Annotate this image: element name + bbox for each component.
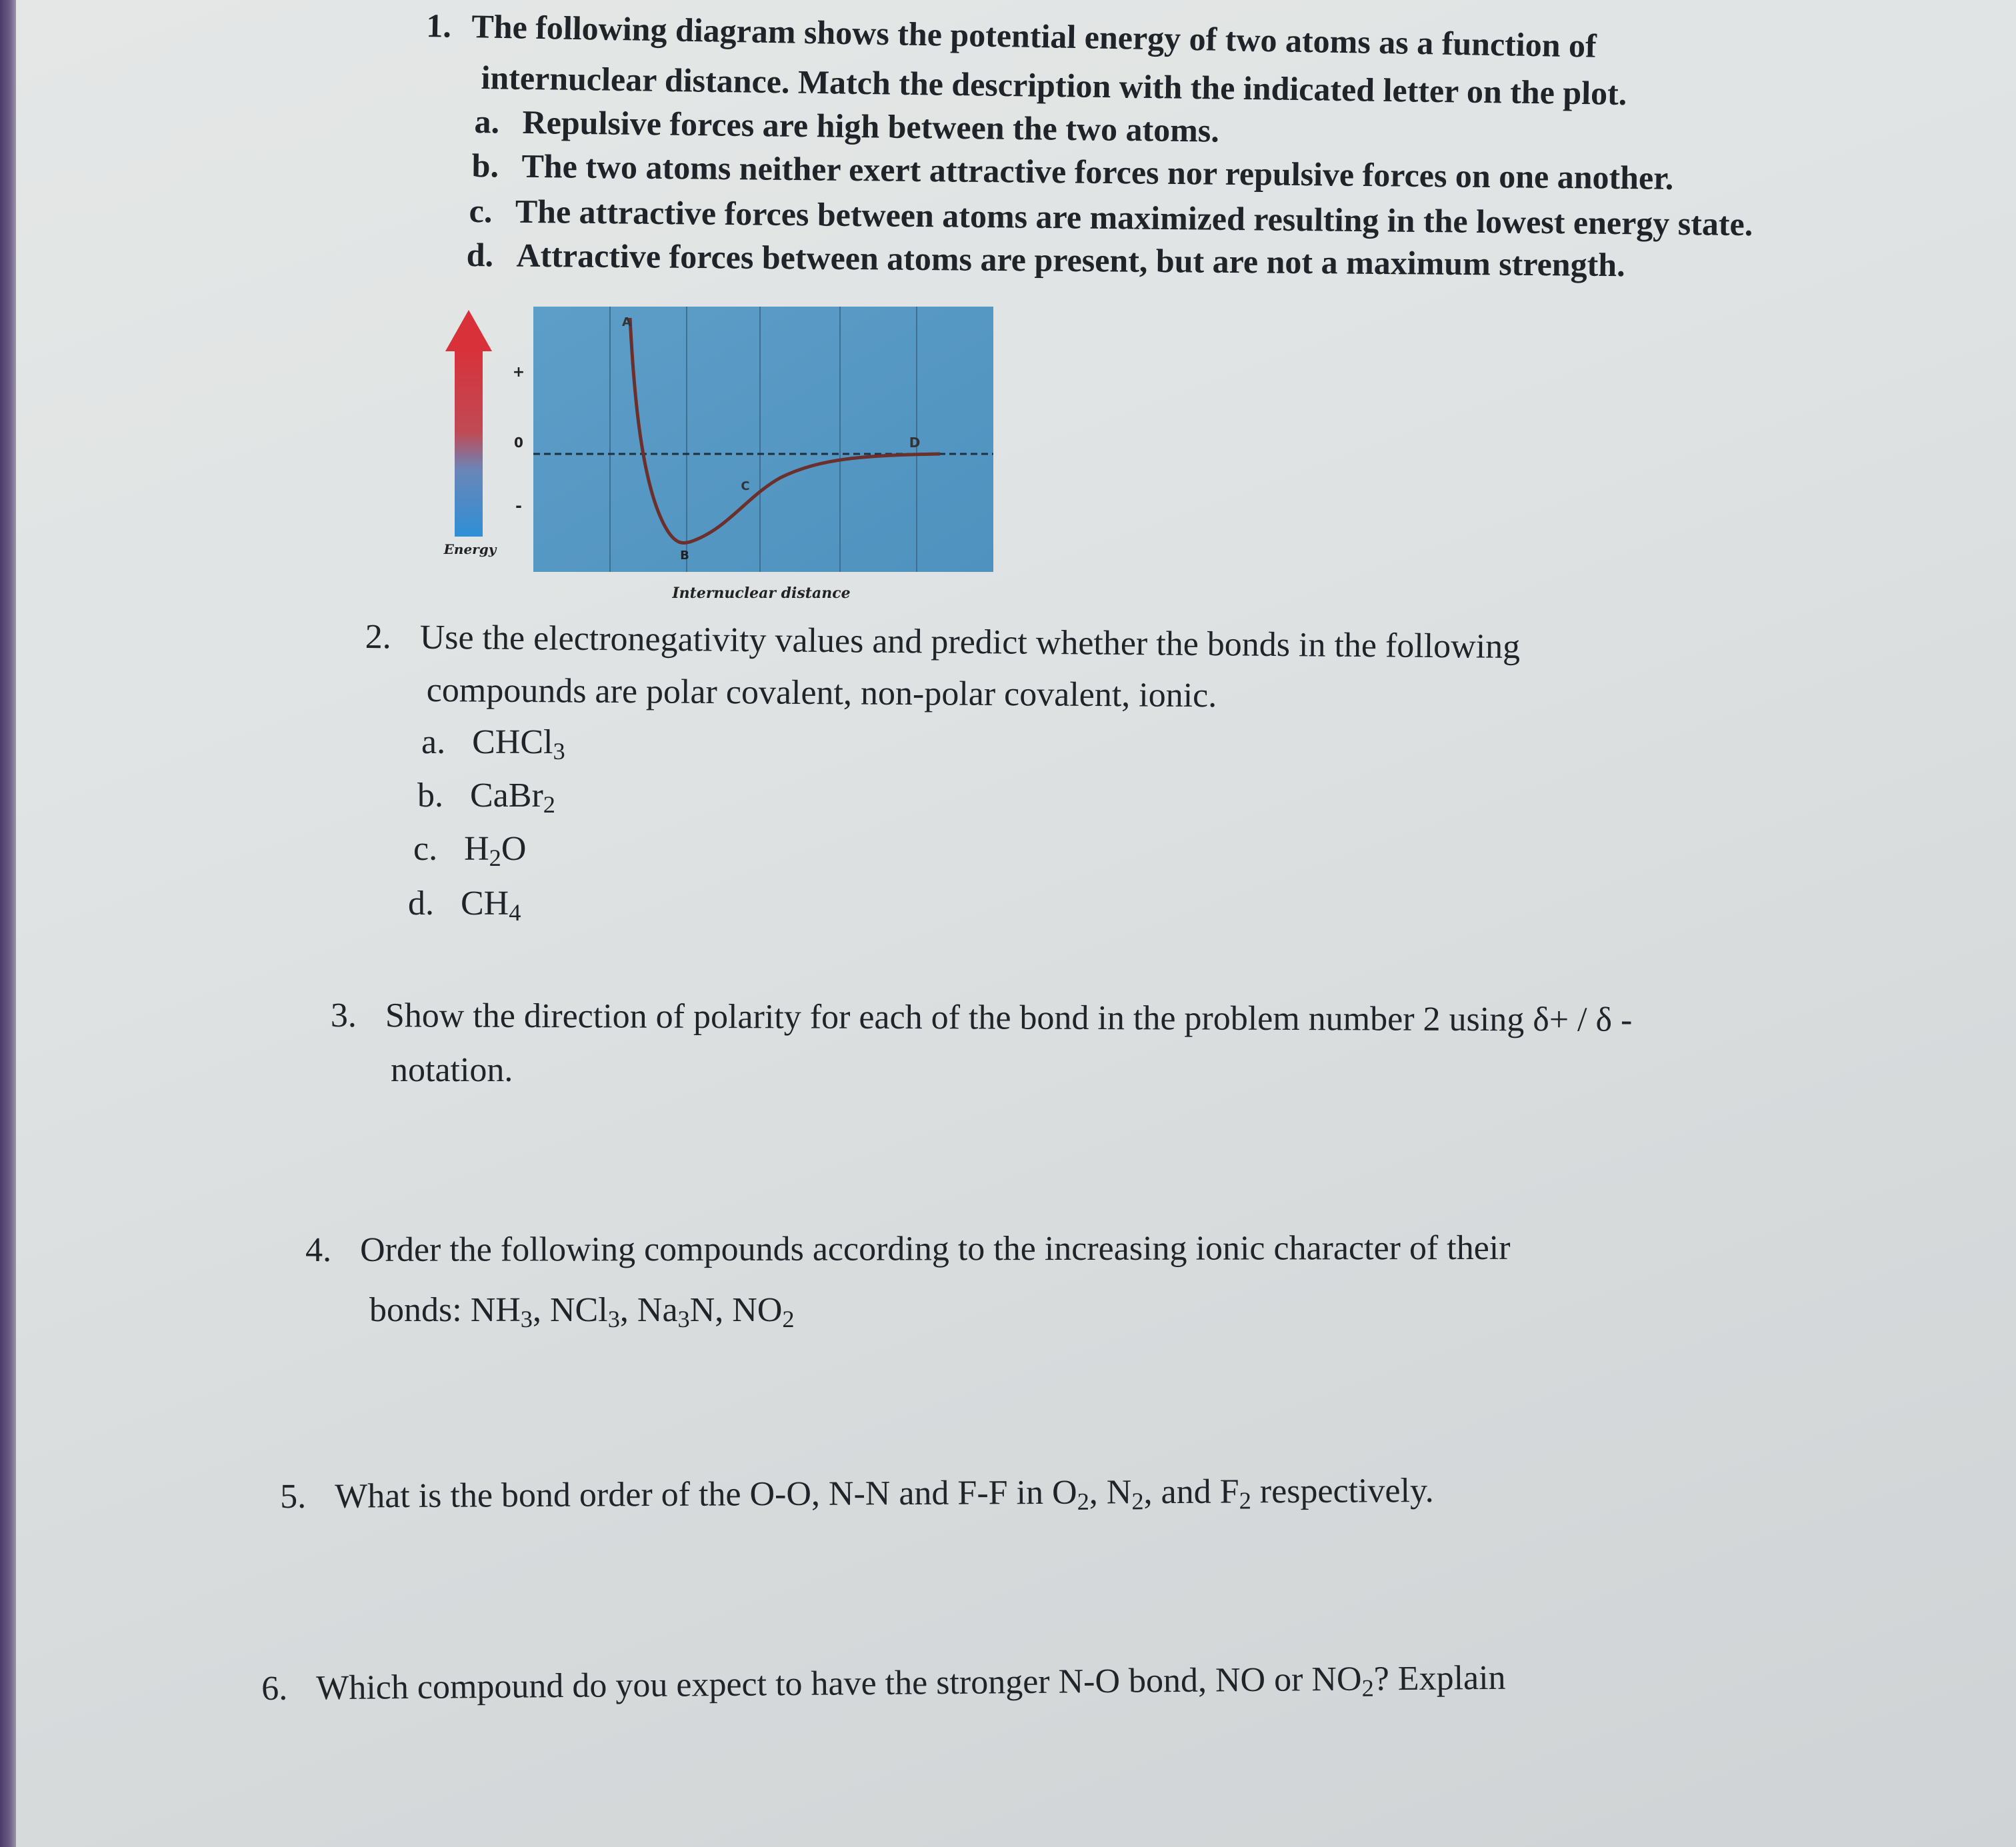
tick-minus: - [515, 497, 522, 515]
q1-text-line2: internuclear distance. Match the description with the indicated letter on the plot. [481, 58, 1627, 112]
q5-sep2: , and [1143, 1472, 1220, 1512]
q2-item-b-formula [470, 777, 555, 819]
q1-item-a-text: Repulsive forces are high between the two atoms. [522, 103, 1220, 149]
q1-text-line1: The following diagram shows the potential energy of two atoms as a function of [471, 7, 1597, 65]
q3-text-line1: Show the direction of polarity for each of the bond in the problem number 2 using δ+ / δ - [385, 996, 1633, 1039]
q1-item-a-letter: a. [474, 102, 500, 141]
q5-mol3: F [1219, 1472, 1239, 1511]
q2-item-d [408, 884, 521, 924]
q1-item-d [466, 235, 1625, 285]
q1-item-b-text: The two atoms neither exert attractive forces nor repulsive forces on one another. [521, 147, 1674, 197]
q1-item-b-letter: b. [471, 146, 499, 185]
q1-item-a [474, 101, 1219, 151]
point-label-c: C [741, 479, 750, 493]
q6-text-pre: Which compound do you expect to have the stronger N-O bond, NO or NO [316, 1660, 1362, 1708]
q2-number: 2. [365, 617, 391, 657]
q4-c4-sub: 2 [782, 1306, 795, 1333]
q4-compound-1 [470, 1291, 533, 1333]
q4-c3-post: N [689, 1291, 715, 1329]
q5-mol2: N [1106, 1473, 1132, 1512]
q5-line [280, 1471, 1434, 1517]
q2-b-formula-main: CaBr [470, 777, 543, 815]
q2-line1 [365, 617, 1520, 667]
q2-a-formula-sub: 3 [553, 738, 565, 765]
q2-item-c-letter: c. [413, 830, 438, 868]
q5-text [335, 1472, 1434, 1516]
q2-c-formula-post: O [501, 830, 527, 868]
q1-item-d-letter: d. [466, 235, 494, 274]
q2-text-line1: Use the electronegativity values and predict whether the bonds in the following [419, 618, 1521, 667]
tick-zero: 0 [514, 435, 523, 451]
q6-number: 6. [261, 1669, 288, 1708]
point-label-d: D [909, 435, 921, 451]
q2-c-formula-sub: 2 [489, 845, 501, 872]
q1-item-d-text: Attractive forces between atoms are present, but are not a maximum strength. [516, 236, 1625, 284]
q4-bonds-prefix: bonds: [369, 1291, 471, 1329]
q4-line2: bonds: $NH_3$, NCl$_3$, $Na_3N$, $NO_2$ [369, 1291, 795, 1333]
q2-item-a [421, 723, 565, 763]
q6-line [261, 1658, 1506, 1709]
q4-c2-sub: 3 [607, 1306, 620, 1333]
q4-compound-2 [550, 1291, 620, 1333]
q4-compound-4 [732, 1291, 795, 1333]
x-axis-label: Internuclear distance [672, 585, 851, 602]
q6-text [316, 1659, 1506, 1708]
q5-mol3-sub: 2 [1239, 1487, 1251, 1514]
y-axis-label: Energy [443, 541, 497, 557]
q4-line1 [305, 1228, 1511, 1270]
q4-c1-sub: 3 [520, 1306, 533, 1333]
q2-c-formula-main: H [464, 830, 489, 868]
q2-item-d-formula [461, 885, 521, 926]
energy-arrow-head [445, 310, 492, 351]
q2-item-c [413, 829, 527, 872]
plot-panel [533, 307, 993, 572]
q5-mol2-sub: 2 [1131, 1488, 1144, 1515]
q4-c2-main: NCl [550, 1291, 608, 1329]
q4-c1-main: NH [470, 1291, 521, 1329]
q4-c4-main: NO [732, 1291, 783, 1329]
q1-line1 [426, 5, 1597, 66]
q4-compound-3 [637, 1291, 715, 1333]
q5-sep1: , [1089, 1473, 1107, 1512]
q2-item-d-letter: d. [408, 885, 434, 923]
energy-arrow-shaft [455, 347, 483, 537]
q2-a-formula-main: CHCl [472, 723, 553, 761]
q3-line1 [331, 996, 1633, 1040]
q6-text-post: ? Explain [1373, 1658, 1506, 1698]
q3-number: 3. [330, 996, 357, 1035]
q2-b-formula-sub: 2 [543, 791, 555, 819]
q3-text-line2: notation. [391, 1051, 513, 1089]
q5-mol1-sub: 2 [1077, 1488, 1089, 1515]
q5-mol1: O [1051, 1473, 1077, 1512]
q2-item-c-formula [464, 830, 527, 872]
q4-number: 4. [305, 1230, 332, 1269]
q2-item-b-letter: b. [417, 777, 443, 815]
q2-d-formula-sub: 4 [509, 899, 521, 926]
point-label-b: B [680, 549, 689, 563]
q2-text-line2: compounds are polar covalent, non-polar covalent, ionic. [426, 671, 1217, 715]
q5-number: 5. [280, 1477, 307, 1516]
q1-item-b [471, 145, 1673, 198]
q4-c3-sub: 3 [677, 1306, 690, 1333]
q4-c3-main: Na [637, 1291, 678, 1329]
q4-text-line1: Order the following compounds according to the increasing ionic character of their [360, 1228, 1511, 1269]
potential-energy-diagram [433, 303, 1020, 623]
q1-number: 1. [425, 6, 452, 45]
q2-item-b [417, 776, 555, 819]
q5-text-post: respectively. [1251, 1471, 1434, 1511]
point-label-a: A [622, 315, 631, 329]
q2-item-a-letter: a. [421, 723, 446, 761]
q1-item-c-text: The attractive forces between atoms are maximized resulting in the lowest energy state. [515, 192, 1753, 243]
q2-item-a-formula [472, 723, 565, 765]
tick-plus: + [512, 364, 525, 381]
q6-text-sub: 2 [1361, 1674, 1375, 1702]
q2-d-formula-main: CH [461, 885, 509, 923]
q1-item-c-letter: c. [469, 191, 493, 230]
q5-text-pre: What is the bond order of the O-O, N-N and F-F in [335, 1473, 1053, 1516]
